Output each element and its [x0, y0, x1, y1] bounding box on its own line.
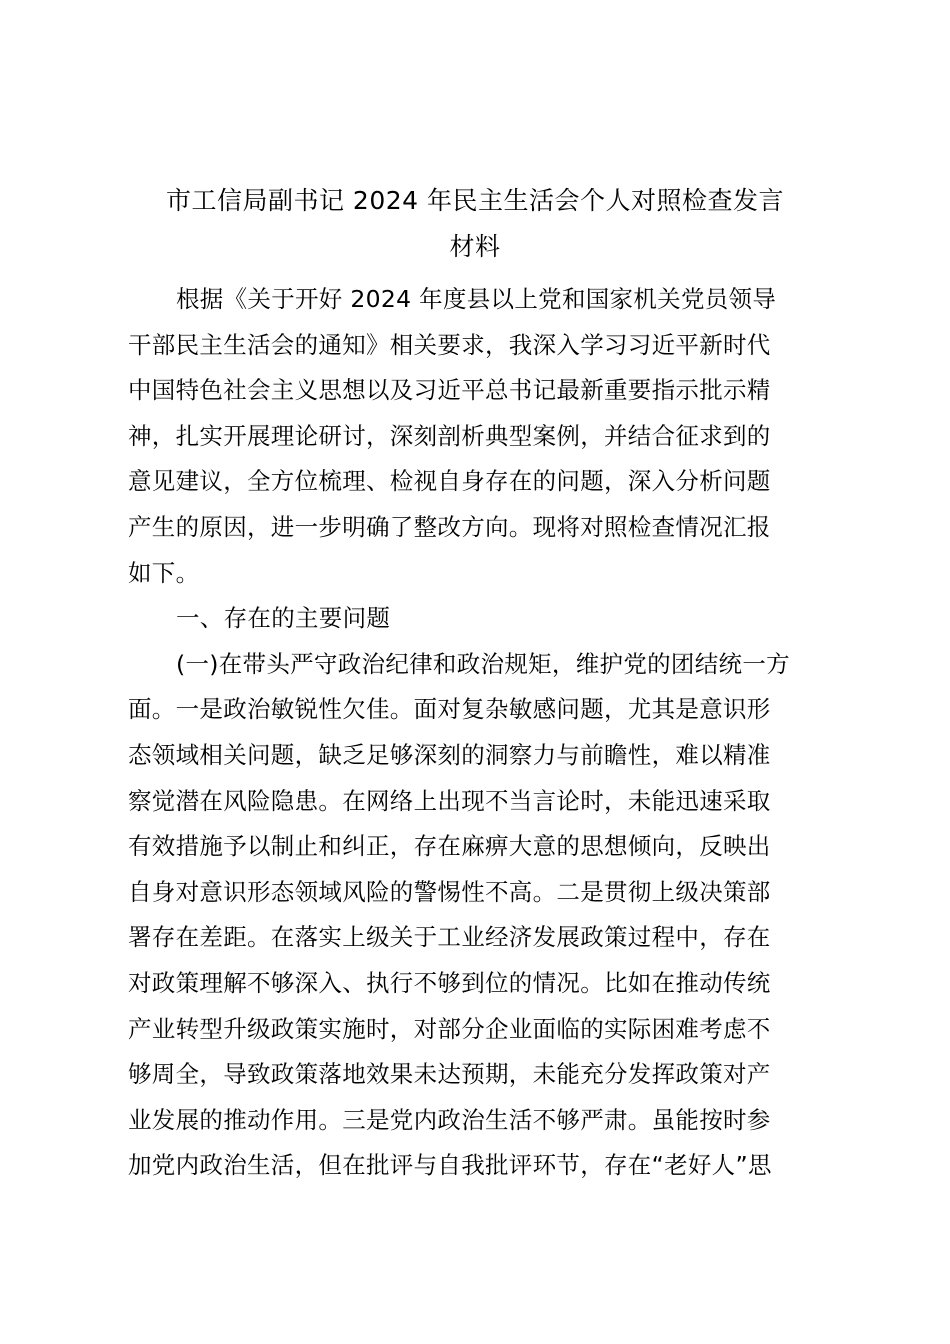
paragraph-intro-line: 产生的原因，进一步明确了整改方向。现将对照检查情况汇报 — [128, 512, 771, 541]
paragraph-issue-line: 察觉潜在风险隐患。在网络上出现不当言论时，未能迅速采取 — [128, 786, 771, 815]
paragraph-issue-line: 产业转型升级政策实施时，对部分企业面临的实际困难考虑不 — [128, 1014, 771, 1043]
title-line-2: 材料 — [449, 232, 501, 261]
paragraph-intro-line: 如下。 — [128, 558, 200, 587]
paragraph-intro-line: 意见建议，全方位梳理、检视自身存在的问题，深入分析问题 — [128, 467, 771, 496]
paragraph-issue-line: 面。一是政治敏锐性欠佳。面对复杂敏感问题，尤其是意识形 — [128, 695, 771, 724]
paragraph-issue-line: 有效措施予以制止和纠正，存在麻痹大意的思想倾向，反映出 — [128, 832, 771, 861]
document-title — [128, 178, 822, 270]
paragraph-issue-line: 署存在差距。在落实上级关于工业经济发展政策过程中，存在 — [128, 923, 771, 952]
paragraph-issue-line: (一)在带头严守政治纪律和政治规矩，维护党的团结统一方 — [176, 649, 790, 678]
title-line-1: 市工信局副书记 2024 年民主生活会个人对照检查发言 — [165, 186, 785, 215]
paragraph-issue-line: 态领域相关问题，缺乏足够深刻的洞察力与前瞻性，难以精准 — [128, 740, 771, 769]
paragraph-intro-line: 神，扎实开展理论研讨，深刻剖析典型案例，并结合征求到的 — [128, 421, 771, 450]
document-body — [128, 277, 822, 1189]
paragraph-intro-line: 中国特色社会主义思想以及习近平总书记最新重要指示批示精 — [128, 376, 771, 405]
paragraph-intro-line: 干部民主生活会的通知》相关要求，我深入学习习近平新时代 — [128, 330, 771, 359]
section-heading: 一、存在的主要问题 — [176, 604, 391, 633]
paragraph-issue-line: 自身对意识形态领域风险的警惕性不高。二是贯彻上级决策部 — [128, 877, 771, 906]
paragraph-issue-line: 够周全，导致政策落地效果未达预期，未能充分发挥政策对产 — [128, 1060, 771, 1089]
paragraph-issue-line: 对政策理解不够深入、执行不够到位的情况。比如在推动传统 — [128, 968, 771, 997]
paragraph-issue-line: 加党内政治生活，但在批评与自我批评环节，存在“老好人”思 — [128, 1151, 772, 1180]
paragraph-issue-line: 业发展的推动作用。三是党内政治生活不够严肃。虽能按时参 — [128, 1105, 771, 1134]
paragraph-intro-line: 根据《关于开好 2024 年度县以上党和国家机关党员领导 — [176, 285, 777, 313]
